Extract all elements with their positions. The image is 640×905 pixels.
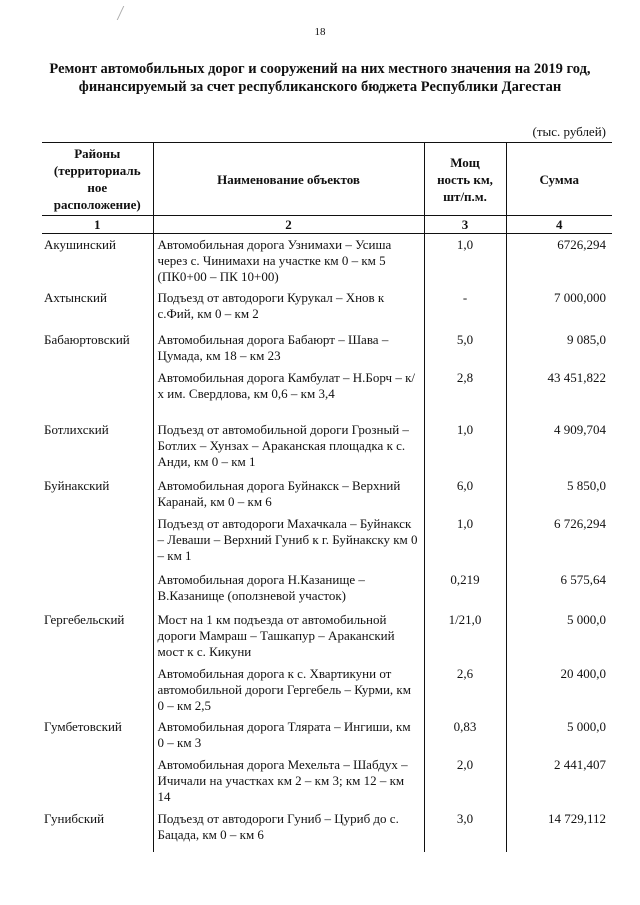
row-sum: 20 400,0 — [506, 663, 612, 716]
table-row — [42, 716, 612, 754]
row-sum: 5 850,0 — [506, 475, 612, 513]
scan-mark — [117, 6, 135, 20]
row-district: Гумбетовский — [42, 716, 153, 754]
header-capacity: Мощ ность км, шт/п.м. — [424, 143, 506, 216]
table-row — [42, 287, 612, 329]
table-row — [42, 754, 612, 808]
row-capacity: 1,0 — [424, 419, 506, 475]
row-sum: 9 085,0 — [506, 329, 612, 367]
col-number-1: 1 — [42, 216, 153, 234]
row-sum: 2 441,407 — [506, 754, 612, 808]
row-district: Бабаюртовский — [42, 329, 153, 367]
row-capacity: 6,0 — [424, 475, 506, 513]
row-capacity: 0,219 — [424, 569, 506, 609]
row-district: Ахтынский — [42, 287, 153, 329]
row-object-name: Подъезд от автодороги Курукал – Хнов к с.Фий, км 0 – км 2 — [153, 287, 424, 329]
row-district — [42, 367, 153, 419]
row-district — [42, 754, 153, 808]
column-number-row — [42, 216, 612, 234]
row-sum: 5 000,0 — [506, 716, 612, 754]
row-object-name: Автомобильная дорога Тлярата – Ингиши, км 0 – км 3 — [153, 716, 424, 754]
row-object-name: Подъезд от автодороги Гуниб – Цуриб до с. Бацада, км 0 – км 6 — [153, 808, 424, 852]
header-name: Наименование объектов — [153, 143, 424, 216]
table-header-row — [42, 143, 612, 216]
row-district: Акушинский — [42, 234, 153, 288]
row-capacity: 2,6 — [424, 663, 506, 716]
row-district — [42, 569, 153, 609]
table-row — [42, 329, 612, 367]
row-district: Буйнакский — [42, 475, 153, 513]
col-number-4: 4 — [506, 216, 612, 234]
row-object-name: Автомобильная дорога Узнимахи – Усиша через с. Чинимахи на участке км 0 – км 5 (ПК0+00 – ПК 10+00) — [153, 234, 424, 288]
row-sum: 7 000,000 — [506, 287, 612, 329]
row-district: Гунибский — [42, 808, 153, 852]
row-capacity: 3,0 — [424, 808, 506, 852]
page-number: 18 — [314, 26, 326, 38]
row-object-name: Автомобильная дорога Бабаюрт – Шава – Цумада, км 18 – км 23 — [153, 329, 424, 367]
row-sum: 43 451,822 — [506, 367, 612, 419]
row-capacity: 1,0 — [424, 513, 506, 569]
row-district: Гергебельский — [42, 609, 153, 663]
title-line-2: финансируемый за счет республиканского бюджета Республики Дагестан — [78, 79, 562, 95]
row-object-name: Подъезд от автомобильной дороги Грозный – Ботлих – Хунзах – Араканская площадка к с. Анди, км 0 – км 1 — [153, 419, 424, 475]
row-district — [42, 663, 153, 716]
table-row — [42, 609, 612, 663]
table-row — [42, 367, 612, 419]
header-sum: Сумма — [506, 143, 612, 216]
row-capacity: - — [424, 287, 506, 329]
document-title — [40, 60, 600, 96]
row-object-name: Автомобильная дорога Буйнакск – Верхний Каранай, км 0 – км 6 — [153, 475, 424, 513]
row-district: Ботлихский — [42, 419, 153, 475]
table-row — [42, 808, 612, 852]
row-sum: 6 726,294 — [506, 513, 612, 569]
row-sum: 4 909,704 — [506, 419, 612, 475]
row-object-name: Автомобильная дорога Камбулат – Н.Борч – к/х им. Свердлова, км 0,6 – км 3,4 — [153, 367, 424, 419]
row-sum: 5 000,0 — [506, 609, 612, 663]
title-line-1: Ремонт автомобильных дорог и сооружений на них местного значения на 2019 год, — [49, 61, 591, 77]
row-capacity: 2,8 — [424, 367, 506, 419]
table-row — [42, 475, 612, 513]
roads-table — [42, 142, 612, 852]
row-object-name: Автомобильная дорога к с. Хвартикуни от автомобильной дороги Гергебель – Курми, км 0 – км 2,5 — [153, 663, 424, 716]
header-district: Районы (территориаль ное расположение) — [42, 143, 153, 216]
row-capacity: 5,0 — [424, 329, 506, 367]
row-object-name: Подъезд от автодороги Махачкала – Буйнакск – Леваши – Верхний Гуниб к г. Буйнакску км 0 – км 1 — [153, 513, 424, 569]
row-sum: 6726,294 — [506, 234, 612, 288]
row-object-name: Мост на 1 км подъезда от автомобильной дороги Мамраш – Ташкапур – Араканский мост к с. Кикуни — [153, 609, 424, 663]
row-sum: 14 729,112 — [506, 808, 612, 852]
table-row — [42, 569, 612, 609]
units-label: (тыс. рублей) — [532, 124, 606, 139]
col-number-2: 2 — [153, 216, 424, 234]
row-capacity: 2,0 — [424, 754, 506, 808]
table-row — [42, 513, 612, 569]
row-district — [42, 513, 153, 569]
row-object-name: Автомобильная дорога Мехельта – Шабдух – Ичичали на участках км 2 – км 3; км 12 – км 14 — [153, 754, 424, 808]
table-row — [42, 234, 612, 288]
row-capacity: 0,83 — [424, 716, 506, 754]
table-row — [42, 663, 612, 716]
row-capacity: 1/21,0 — [424, 609, 506, 663]
row-sum: 6 575,64 — [506, 569, 612, 609]
row-object-name: Автомобильная дорога Н.Казанище – В.Казанище (оползневой участок) — [153, 569, 424, 609]
col-number-3: 3 — [424, 216, 506, 234]
row-capacity: 1,0 — [424, 234, 506, 288]
table-row — [42, 419, 612, 475]
